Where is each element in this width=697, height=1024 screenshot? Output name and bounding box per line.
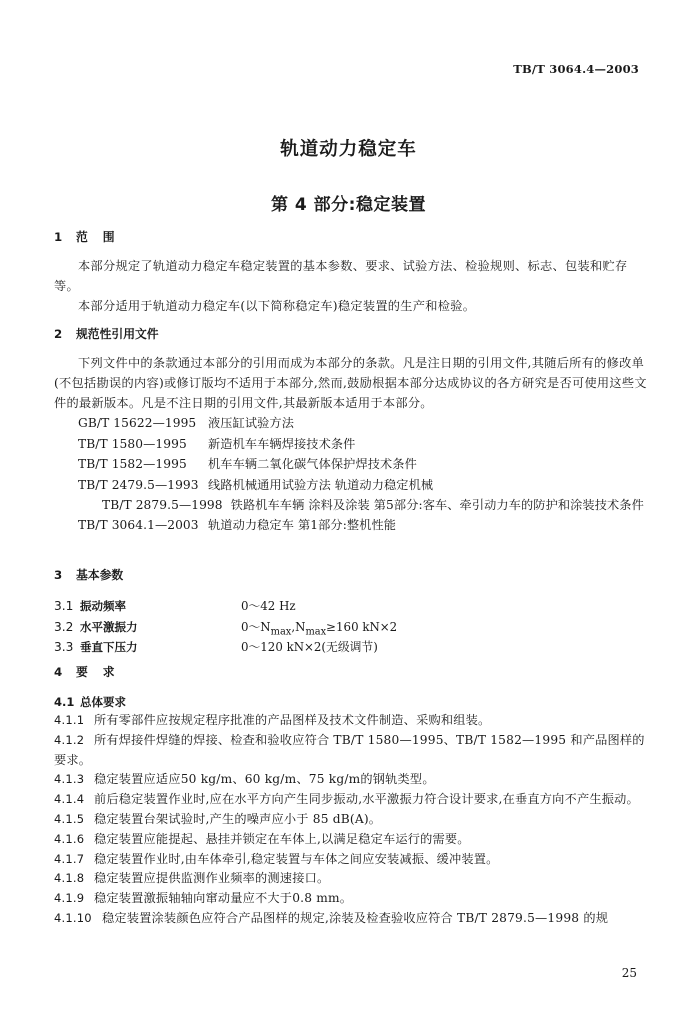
parameter-row [54, 617, 650, 638]
subsection-heading [54, 693, 650, 711]
item-number: 4.1.6 [54, 831, 85, 846]
paragraph: 下列文件中的条款通过本部分的引用而成为本部分的条款。凡是注日期的引用文件,其随后所有的修改单(不包括勘误的内容)或修订版均不适用于本部分,然而,鼓励根据本部分达成协议的各方研究是否可使用这些文件的最新版本。凡是不注日期的引用文件,其最新版本适用于本部分。 [54, 356, 647, 410]
reference-item [54, 413, 650, 433]
requirement-item [54, 711, 650, 731]
item-text: 稳定装置应提供监测作业频率的测速接口。 [94, 871, 330, 886]
section-requirements [54, 664, 650, 680]
requirement-item [54, 731, 650, 771]
section-number: 3 [54, 568, 63, 582]
requirement-item [54, 830, 650, 850]
item-number: 4.1.10 [54, 910, 92, 925]
item-text: 稳定装置激振轴轴向窜动量应不大于0.8 mm。 [94, 891, 353, 906]
scope-paragraphs [54, 257, 650, 316]
item-number: 4.1.4 [54, 792, 85, 807]
reference-title: 液压缸试验方法 [208, 416, 295, 431]
subsection-title: 总体要求 [80, 695, 126, 709]
section-heading [54, 326, 650, 342]
references-body [54, 354, 650, 536]
paragraph: 本部分适用于轨道动力稳定车(以下简称稳定车)稳定装置的生产和检验。 [78, 298, 476, 313]
requirement-item [54, 790, 650, 810]
item-number: 4.1.1 [54, 713, 85, 727]
section-heading [54, 229, 650, 245]
requirement-item [54, 770, 650, 790]
item-number: 4.1.5 [54, 811, 85, 826]
parameter-value: $0\sim N_{max},N_{max}\ge 160$ kN×2 [241, 619, 398, 637]
section-number: 1 [54, 230, 63, 244]
item-text: 所有零部件应按规定程序批准的产品图样及技术文件制造、采购和组装。 [94, 713, 491, 727]
reference-code: GB/T 15622—1995 [78, 416, 197, 431]
reference-item [54, 454, 650, 474]
section-scope [54, 229, 650, 245]
item-text: 稳定装置作业时,由车体牵引,稳定装置与车体之间应安装减振、缓冲装置。 [94, 851, 499, 866]
item-number: 4.1.2 [54, 732, 85, 747]
item-text: 稳定装置应适应50 kg/m、60 kg/m、75 kg/m的钢轨类型。 [94, 772, 435, 787]
parameter-label: 垂直下压力 [80, 640, 138, 654]
section-parameters [54, 567, 650, 583]
parameter-label: 水平激振力 [80, 619, 138, 634]
requirement-list [54, 693, 650, 929]
item-text: 所有焊接件焊缝的焊接、检查和验收应符合 TB/T 1580—1995、TB/T 1582—1995 和产品图样的要求。 [54, 732, 645, 767]
parameter-row [54, 596, 650, 617]
section-heading [54, 664, 650, 680]
section-title: 基本参数 [76, 568, 124, 582]
item-number: 4.1.9 [54, 891, 85, 906]
reference-title: 新造机车车辆焊接技术条件 [208, 436, 356, 451]
reference-item [54, 434, 650, 454]
requirement-item [54, 850, 650, 870]
reference-title: 线路机械通用试验方法 轨道动力稳定机械 [208, 477, 434, 492]
reference-code: TB/T 2879.5—1998 [102, 498, 223, 513]
item-text: 稳定装置涂装颜色应符合产品图样的规定,涂装及检查验收应符合 TB/T 2879.5—1998 的规 [102, 910, 609, 925]
parameter-number: 3.3 [54, 640, 74, 654]
page-number: 25 [621, 966, 637, 980]
parameter-row [54, 637, 650, 658]
reference-code: TB/T 1580—1995 [78, 436, 187, 451]
reference-code: TB/T 3064.1—2003 [78, 518, 199, 533]
paragraph: 本部分规定了轨道动力稳定车稳定装置的基本参数、要求、试验方法、检验规则、标志、包装和贮存等。 [54, 259, 628, 293]
item-text: 稳定装置应能提起、悬挂并锁定在车体上,以满足稳定车运行的需要。 [94, 831, 470, 846]
parameter-value: 0～120 kN×2(无级调节) [241, 640, 378, 654]
parameter-number: 3.2 [54, 619, 74, 634]
parameter-value: 0～42 Hz [241, 599, 296, 613]
parameter-label: 振动频率 [80, 599, 126, 613]
section-heading [54, 567, 650, 583]
requirement-item [54, 869, 650, 889]
reference-item [54, 475, 650, 495]
section-title: 要求 [76, 665, 130, 679]
item-number: 4.1.7 [54, 851, 85, 866]
section-title: 规范性引用文件 [76, 327, 159, 341]
item-number: 4.1.8 [54, 871, 85, 886]
document-title: 轨道动力稳定车 [280, 139, 417, 160]
reference-code: TB/T 1582—1995 [78, 457, 187, 472]
reference-item [54, 515, 650, 535]
document-subtitle: 第 4 部分:稳定装置 [271, 195, 426, 215]
requirement-item [54, 889, 650, 909]
parameter-list [54, 596, 650, 658]
requirement-item [54, 810, 650, 830]
reference-title: 铁路机车车辆 涂料及涂装 第5部分:客车、牵引动力车的防护和涂装技术条件 [230, 498, 644, 513]
reference-title: 轨道动力稳定车 第1部分:整机性能 [208, 518, 397, 533]
item-text: 前后稳定装置作业时,应在水平方向产生同步振动,水平激振力符合设计要求,在垂直方向不产生振动。 [94, 792, 639, 807]
section-title: 范围 [76, 230, 130, 244]
reference-code: TB/T 2479.5—1993 [78, 477, 199, 492]
requirement-item [54, 909, 650, 929]
section-number: 4 [54, 665, 63, 679]
subsection-number: 4.1 [54, 695, 75, 709]
section-references [54, 326, 650, 342]
parameter-number: 3.1 [54, 599, 74, 613]
reference-item [54, 495, 650, 515]
item-number: 4.1.3 [54, 772, 85, 787]
standard-code-header: TB/T 3064.4—2003 [513, 62, 639, 76]
item-text: 稳定装置台架试验时,产生的噪声应小于 85 dB(A)。 [94, 811, 382, 826]
reference-title: 机车车辆二氧化碳气体保护焊技术条件 [208, 457, 417, 472]
section-number: 2 [54, 327, 63, 341]
